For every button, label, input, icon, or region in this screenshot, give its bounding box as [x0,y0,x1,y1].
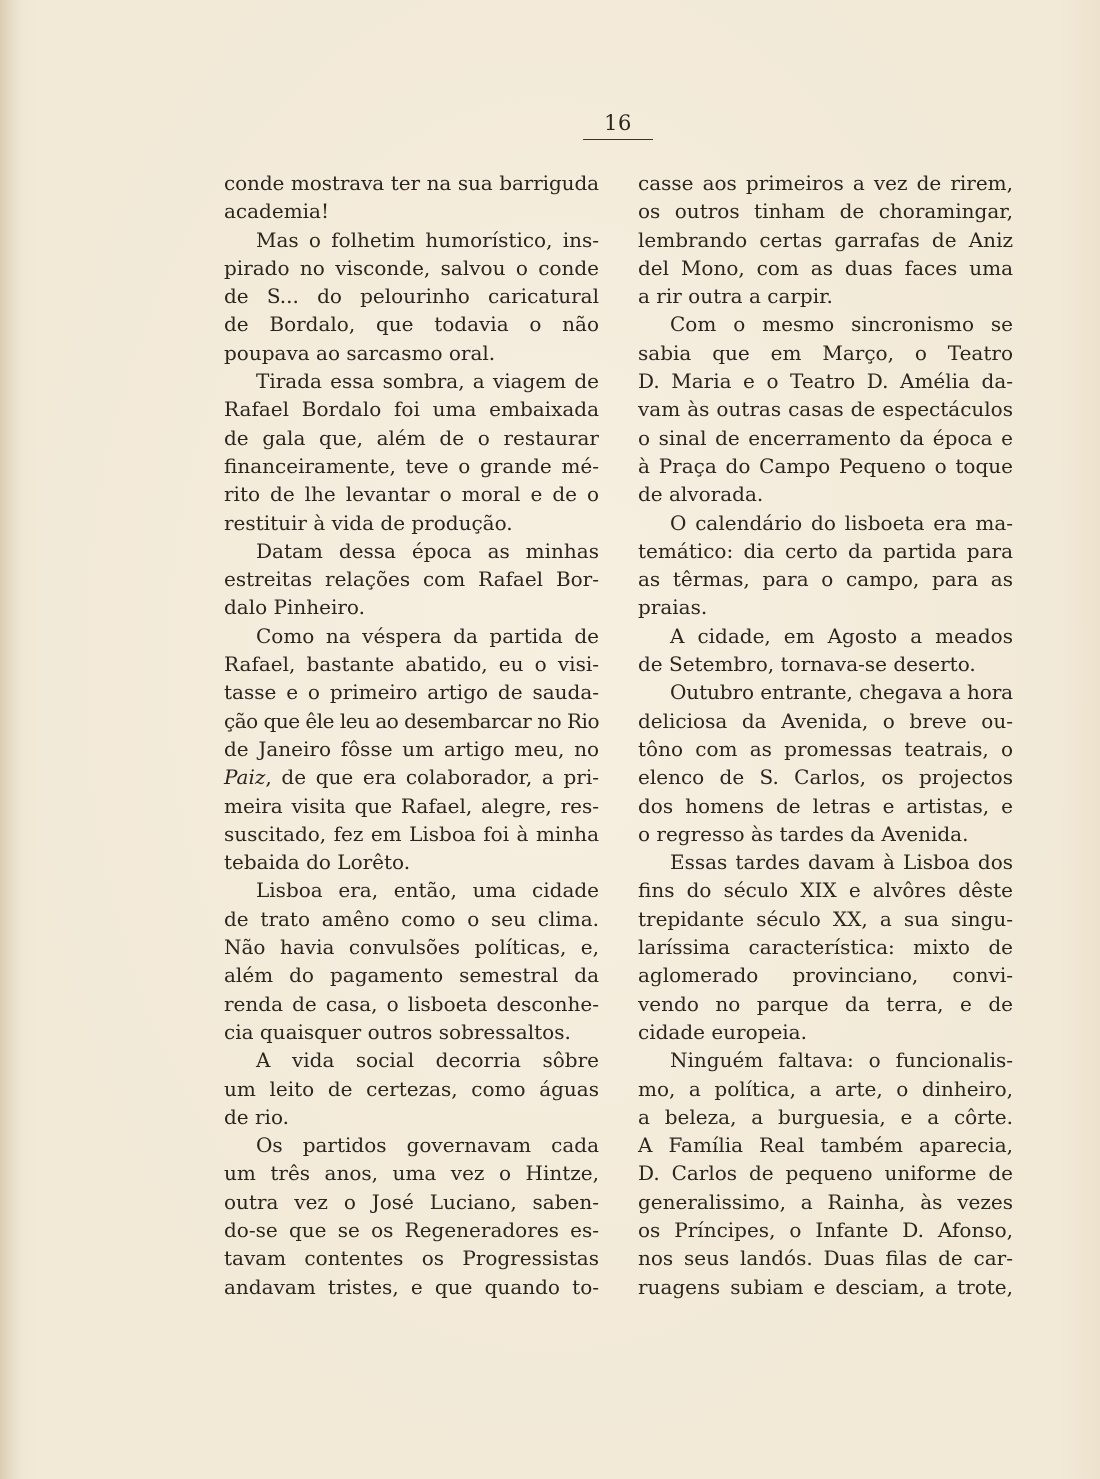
text-line: à Praça do Campo Pequeno o toque [638,453,1013,478]
text-line: de Janeiro fôsse um artigo meu, no [224,736,599,761]
text-line: praias. [638,595,708,620]
text-line: trepidante século XX, a sua singu- [638,906,1013,931]
text-line: Lisboa era, então, uma cidade [256,878,599,903]
text-line: de Bordalo, que todavia o não [224,312,599,337]
text-line: tebaida do Lorêto. [224,850,411,875]
text-line: Não havia convulsões políticas, e, [224,935,599,960]
text-line: além do pagamento semestral da [224,963,599,988]
text-line: cidade europeia. [638,1019,807,1044]
text-line: os outros tinham de choramingar, [638,199,1013,224]
text-line: temático: dia certo da partida para [638,538,1013,563]
text-line: financeiramente, teve o grande mé- [224,453,599,478]
text-line: Mas o folhetim humorístico, ins- [256,227,599,252]
text-line: estreitas relações com Rafael Bor- [224,567,599,592]
text-line: Essas tardes davam à Lisboa dos [670,850,1013,875]
text-line: um três anos, uma vez o Hintze, [224,1161,599,1186]
text-line: Datam dessa época as minhas [256,538,599,563]
text-line: cia quaisquer outros sobressaltos. [224,1019,571,1044]
text-line: sabia que em Março, o Teatro [638,340,1013,365]
text-line: deliciosa da Avenida, o breve ou- [638,708,1013,733]
text-line: generalissimo, a Rainha, às vezes [638,1189,1013,1214]
text-line: Rafael, bastante abatido, eu o visi- [224,652,599,677]
text-line: D. Carlos de pequeno uniforme de [638,1161,1013,1186]
text-line: O calendário do lisboeta era ma- [670,510,1013,535]
text-line: a rir outra a carpir. [638,284,833,309]
text-line: pirado no visconde, salvou o conde [224,255,599,280]
text-line: nos seus landós. Duas filas de car- [638,1246,1013,1271]
text-line: meira visita que Rafael, alegre, res- [224,793,599,818]
text-line: tôno com as promessas teatrais, o [638,736,1013,761]
text-column-left [224,169,599,1301]
text-line: dalo Pinheiro. [224,595,365,620]
page-gutter-shadow [0,0,22,1479]
text-line: de Setembro, tornava-se deserto. [638,652,976,677]
text-line: um leito de certezas, como águas [224,1076,599,1101]
text-line: Paiz, de que era colaborador, a pri- [224,765,599,790]
text-line: ruagens subiam e desciam, a trote, [638,1274,1013,1299]
text-line: Tirada essa sombra, a viagem de [256,369,599,394]
text-line: os Príncipes, o Infante D. Afonso, [638,1217,1013,1242]
text-line: D. Maria e o Teatro D. Amélia da- [638,369,1013,394]
text-line: A Família Real também aparecia, [638,1133,1013,1158]
text-line: lembrando certas garrafas de Aniz [638,227,1013,252]
text-line: mo, a política, a arte, o dinheiro, [638,1076,1013,1101]
text-line: elenco de S. Carlos, os projectos [638,765,1013,790]
text-line: do-se que se os Regeneradores es- [224,1217,599,1242]
text-line: andavam tristes, e que quando to- [224,1274,599,1299]
text-line: Rafael Bordalo foi uma embaixada [224,397,599,422]
text-line: vendo no parque da terra, e de [638,991,1013,1016]
text-line: academia! [224,199,330,224]
text-line: laríssima característica: mixto de [638,935,1013,960]
text-line: outra vez o José Luciano, saben- [224,1189,599,1214]
text-line: fins do século XIX e alvôres dêste [638,878,1013,903]
text-line: o sinal de encerramento da época e [638,425,1013,450]
text-line: casse aos primeiros a vez de rirem, [638,171,1013,195]
text-line: o regresso às tardes da Avenida. [638,821,969,846]
text-line: Como na véspera da partida de [256,623,599,648]
text-line: del Mono, com as duas faces uma [638,255,1013,280]
text-line: A cidade, em Agosto a meados [670,623,1013,648]
text-line: Os partidos governavam cada [256,1133,599,1158]
text-line: rito de lhe levantar o moral e de o [224,482,599,507]
page-number: 16 [583,110,653,140]
text-line: restituir à vida de produção. [224,510,513,535]
text-line: de gala que, além de o restaurar [224,425,599,450]
text-line: de S... do pelourinho caricatural [224,284,599,309]
text-line: dos homens de letras e artistas, e [638,793,1013,818]
text-line: renda de casa, o lisboeta desconhe- [224,991,599,1016]
text-line: de alvorada. [638,482,764,507]
text-line: suscitado, fez em Lisboa foi à minha [224,821,599,846]
text-line: as têrmas, para o campo, para as [638,567,1013,592]
text-line: de rio. [224,1104,289,1129]
text-line: Ninguém faltava: o funcionalis- [670,1048,1013,1073]
text-line: Outubro entrante, chegava a hora [670,680,1013,705]
text-line: aglomerado provinciano, convi- [638,963,1013,988]
text-line: de trato amêno como o seu clima. [224,906,599,931]
text-column-right [638,169,1013,1301]
text-line: conde mostrava ter na sua barriguda [224,171,599,195]
text-line: poupava ao sarcasmo oral. [224,340,496,365]
text-line: Com o mesmo sincronismo se [670,312,1013,337]
text-line: vam às outras casas de espectáculos [638,397,1013,422]
text-line: a beleza, a burguesia, e a côrte. [638,1104,1013,1129]
text-line: ção que êle leu ao desembarcar no Rio [224,708,599,733]
text-line: tasse e o primeiro artigo de sauda- [224,680,599,705]
text-line: A vida social decorria sôbre [256,1048,599,1073]
text-line: tavam contentes os Progressistas [224,1246,599,1271]
